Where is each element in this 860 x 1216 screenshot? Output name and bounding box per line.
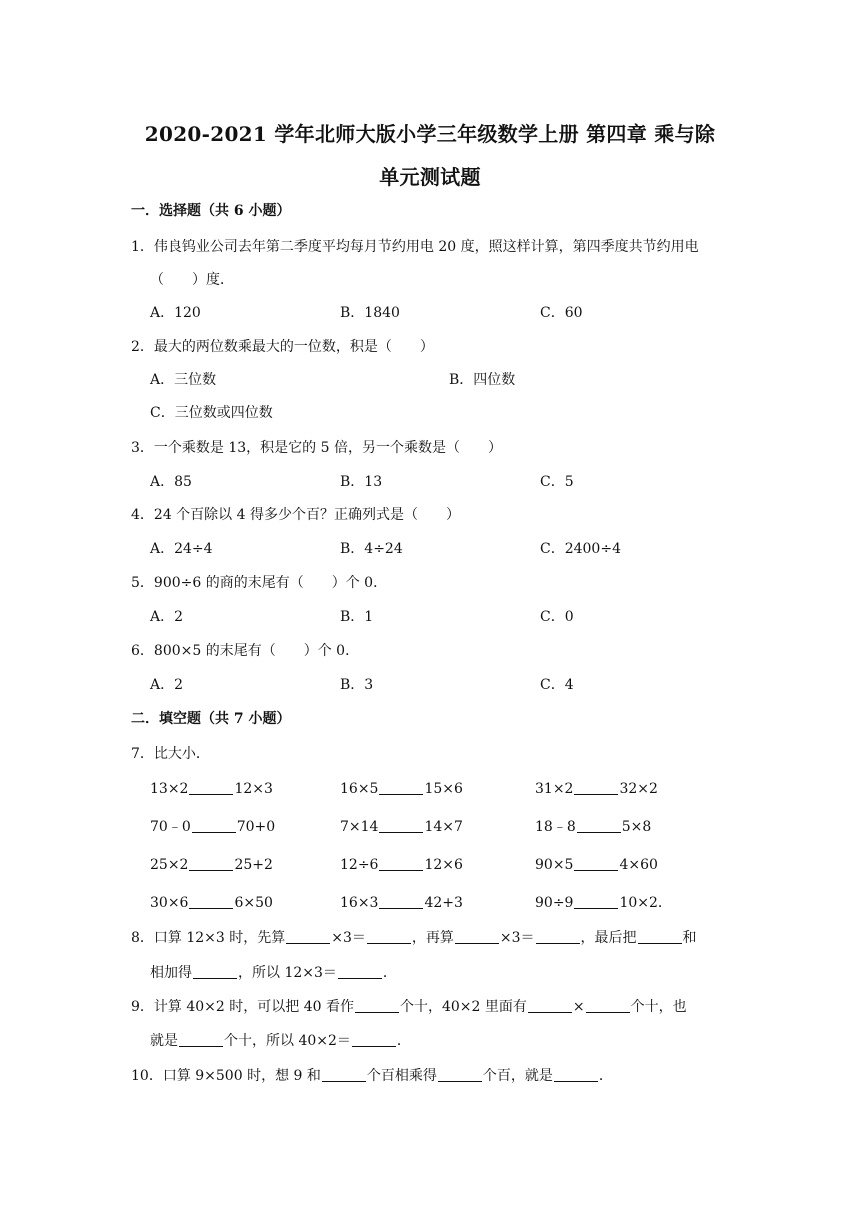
question-5-option-c: C．0 bbox=[540, 609, 574, 625]
compare-item: 7×14 14×7 bbox=[340, 819, 463, 835]
answer-blank[interactable] bbox=[574, 856, 618, 871]
question-2-option-b: B．四位数 bbox=[449, 372, 516, 388]
question-3-option-c: C．5 bbox=[540, 474, 574, 490]
question-1-stem: 1．伟良钨业公司去年第二季度平均每月节约用电 20 度，照这样计算，第四季度共节约用电 bbox=[131, 239, 699, 255]
answer-blank[interactable] bbox=[179, 1032, 223, 1047]
answer-blank[interactable] bbox=[352, 1032, 396, 1047]
question-5-option-a: A．2 bbox=[150, 609, 184, 625]
answer-blank[interactable] bbox=[193, 964, 237, 979]
question-10-stem: 10．口算 9×500 时，想 9 和 个百相乘得 个百，就是 ． bbox=[131, 1068, 613, 1084]
answer-blank[interactable] bbox=[536, 929, 580, 944]
compare-item: 31×2 32×2 bbox=[535, 781, 658, 797]
question-6-option-a: A．2 bbox=[150, 677, 184, 693]
answer-blank[interactable] bbox=[338, 964, 382, 979]
compare-item: 16×5 15×6 bbox=[340, 781, 463, 797]
answer-blank[interactable] bbox=[322, 1067, 366, 1082]
compare-item: 16×3 42+3 bbox=[340, 895, 463, 911]
question-8-stem-cont: 相加得 ，所以 12×3＝ ． bbox=[150, 965, 397, 981]
answer-blank[interactable] bbox=[554, 1067, 598, 1082]
compare-item: 12÷6 12×6 bbox=[340, 857, 463, 873]
answer-blank[interactable] bbox=[586, 998, 630, 1013]
document-title-line2: 单元测试题 bbox=[379, 165, 481, 189]
compare-item: 25×2 25+2 bbox=[150, 857, 273, 873]
question-4-option-b: B．4÷24 bbox=[340, 541, 403, 557]
question-5-option-b: B．1 bbox=[340, 609, 374, 625]
answer-blank[interactable] bbox=[189, 856, 233, 871]
answer-blank[interactable] bbox=[574, 780, 618, 795]
answer-blank[interactable] bbox=[455, 929, 499, 944]
document-title-line1: 2020-2021 学年北师大版小学三年级数学上册 第四章 乘与除 bbox=[144, 122, 716, 146]
answer-blank[interactable] bbox=[367, 929, 411, 944]
answer-blank[interactable] bbox=[355, 998, 399, 1013]
answer-blank[interactable] bbox=[189, 894, 233, 909]
question-1-stem-cont: （ ）度． bbox=[150, 272, 234, 288]
question-3-option-a: A．85 bbox=[150, 474, 192, 490]
question-8-stem: 8．口算 12×3 时，先算 ×3＝ ，再算 ×3＝ ，最后把 和 bbox=[131, 930, 697, 946]
question-5-stem: 5．900÷6 的商的末尾有（ ）个 0． bbox=[131, 575, 388, 591]
question-6-option-b: B．3 bbox=[340, 677, 374, 693]
answer-blank[interactable] bbox=[574, 894, 618, 909]
question-1-option-b: B．1840 bbox=[340, 305, 400, 321]
answer-blank[interactable] bbox=[192, 818, 236, 833]
answer-blank[interactable] bbox=[379, 856, 423, 871]
section-heading-fill: 二．填空题（共 7 小题） bbox=[131, 711, 291, 727]
answer-blank[interactable] bbox=[379, 894, 423, 909]
question-2-option-a: A．三位数 bbox=[150, 372, 217, 388]
compare-item: 18﹣8 5×8 bbox=[535, 819, 652, 835]
compare-item: 90×5 4×60 bbox=[535, 857, 658, 873]
question-3-option-b: B．13 bbox=[340, 474, 383, 490]
compare-item: 90÷9 10×2． bbox=[535, 895, 672, 911]
question-1-option-a: A．120 bbox=[150, 305, 201, 321]
question-6-option-c: C．4 bbox=[540, 677, 574, 693]
compare-item: 30×6 6×50 bbox=[150, 895, 273, 911]
question-4-option-c: C．2400÷4 bbox=[540, 541, 621, 557]
answer-blank[interactable] bbox=[577, 818, 621, 833]
question-9-stem-cont: 就是 个十，所以 40×2＝ ． bbox=[150, 1033, 411, 1049]
answer-blank[interactable] bbox=[379, 818, 423, 833]
question-7-stem: 7．比大小． bbox=[131, 746, 210, 762]
compare-item: 13×2 12×3 bbox=[150, 781, 273, 797]
answer-blank[interactable] bbox=[528, 998, 572, 1013]
question-1-option-c: C．60 bbox=[540, 305, 583, 321]
question-3-stem: 3．一个乘数是 13，积是它的 5 倍，另一个乘数是（ ） bbox=[131, 440, 502, 456]
answer-blank[interactable] bbox=[638, 929, 682, 944]
question-4-option-a: A．24÷4 bbox=[150, 541, 213, 557]
answer-blank[interactable] bbox=[189, 780, 233, 795]
question-2-option-c: C．三位数或四位数 bbox=[150, 405, 273, 421]
answer-blank[interactable] bbox=[438, 1067, 482, 1082]
question-4-stem: 4．24 个百除以 4 得多少个百？正确列式是（ ） bbox=[131, 507, 460, 523]
compare-item: 70﹣0 70+0 bbox=[150, 819, 276, 835]
question-6-stem: 6．800×5 的末尾有（ ）个 0． bbox=[131, 643, 360, 659]
question-2-stem: 2．最大的两位数乘最大的一位数，积是（ ） bbox=[131, 339, 434, 355]
question-9-stem: 9．计算 40×2 时，可以把 40 看作 个十，40×2 里面有 × 个十，也 bbox=[131, 999, 687, 1015]
section-heading-choice: 一．选择题（共 6 小题） bbox=[131, 203, 291, 219]
answer-blank[interactable] bbox=[286, 929, 330, 944]
answer-blank[interactable] bbox=[379, 780, 423, 795]
